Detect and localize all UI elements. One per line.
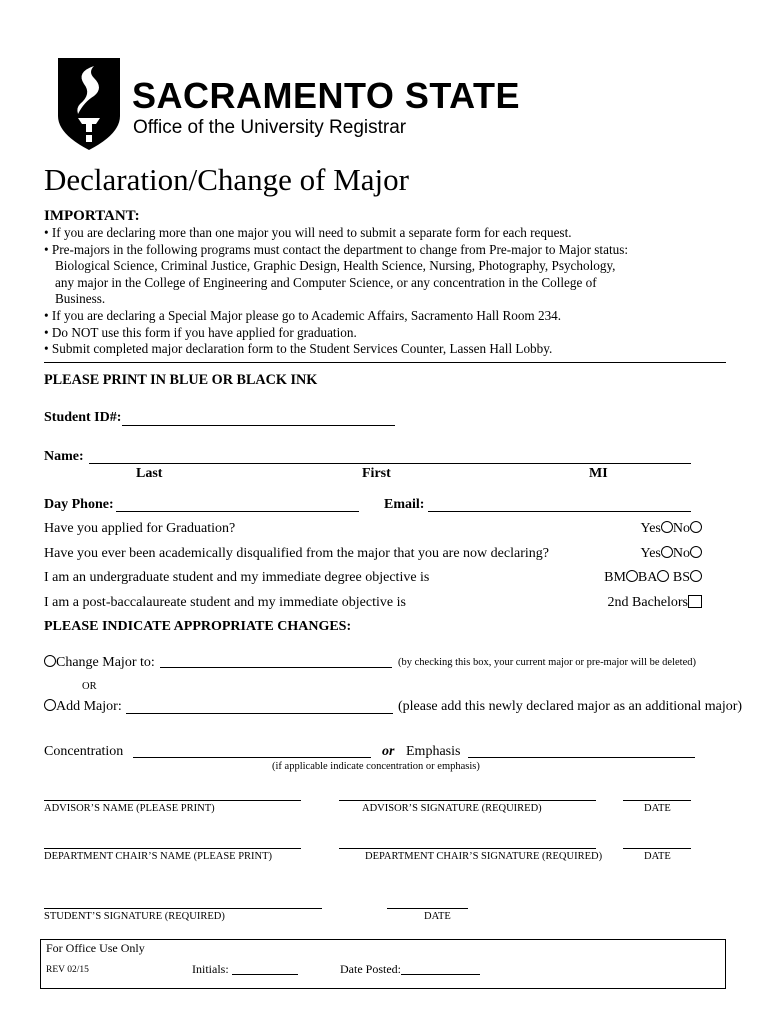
day-phone-label: Day Phone: <box>44 497 114 512</box>
advisor-name-field[interactable] <box>44 800 301 801</box>
bm-label: BM <box>604 570 626 585</box>
add-major-label: Add Major: <box>56 699 122 714</box>
name-mi-label: MI <box>589 466 608 481</box>
instructions-list <box>44 225 734 358</box>
name-field[interactable] <box>89 463 691 464</box>
name-label: Name: <box>44 449 84 464</box>
second-bachelors-option <box>608 595 702 611</box>
change-major-label: Change Major to: <box>56 655 155 670</box>
disqualified-yes-label: Yes <box>640 546 661 561</box>
postbacc-question: I am a post-baccalaureate student and my immediate objective is <box>44 595 406 610</box>
second-bachelors-checkbox[interactable] <box>688 595 702 608</box>
name-last-label: Last <box>136 466 163 481</box>
advisor-date-field[interactable] <box>623 800 691 801</box>
disqualified-no-radio[interactable] <box>690 546 702 558</box>
date-posted-label: Date Posted: <box>340 962 401 976</box>
initials-label: Initials: <box>192 962 229 976</box>
undergrad-question: I am an undergraduate student and my immediate degree objective is <box>44 570 430 585</box>
degree-options <box>604 570 702 586</box>
or-label: OR <box>82 681 97 692</box>
changes-heading: PLEASE INDICATE APPROPRIATE CHANGES: <box>44 619 352 634</box>
student-signature-label: STUDENT’S SIGNATURE (REQUIRED) <box>44 911 225 922</box>
ink-notice: PLEASE PRINT IN BLUE OR BLACK INK <box>44 372 318 388</box>
brand-name: SACRAMENTO STATE <box>132 75 521 116</box>
student-id-field[interactable] <box>122 425 395 426</box>
date-posted-field[interactable] <box>401 974 480 975</box>
chair-name-label: DEPARTMENT CHAIR’S NAME (PLEASE PRINT) <box>44 851 273 862</box>
email-field[interactable] <box>428 511 691 512</box>
student-signature-field[interactable] <box>44 908 322 909</box>
concentration-note: (if applicable indicate concentration or emphasis) <box>272 761 480 772</box>
section-divider <box>44 362 726 363</box>
advisor-date-label: DATE <box>644 803 671 814</box>
chair-name-field[interactable] <box>44 848 301 849</box>
disqualified-question: Have you ever been academically disqualified from the major that you are now declaring? <box>44 546 549 561</box>
instruction-item: • If you are declaring more than one major you will need to submit a separate form for each request. <box>44 225 572 240</box>
important-heading: IMPORTANT: <box>44 208 140 224</box>
revision-label: REV 02/15 <box>46 965 89 975</box>
bs-radio[interactable] <box>690 570 702 582</box>
add-major-note: (please add this newly declared major as an additional major) <box>398 699 743 714</box>
chair-signature-label: DEPARTMENT CHAIR’S SIGNATURE (REQUIRED) <box>365 851 603 862</box>
ba-label: BA <box>637 570 658 585</box>
graduation-question: Have you applied for Graduation? <box>44 521 236 536</box>
add-major-row <box>44 699 122 715</box>
chair-date-field[interactable] <box>623 848 691 849</box>
graduation-yes-radio[interactable] <box>661 521 673 533</box>
graduation-options <box>641 521 703 537</box>
instruction-item: any major in the College of Engineering and Computer Science, or any concentration in the College of <box>55 274 597 290</box>
advisor-signature-label: ADVISOR’S SIGNATURE (REQUIRED) <box>362 803 542 814</box>
emphasis-field[interactable] <box>468 757 695 758</box>
advisor-name-label: ADVISOR’S NAME (PLEASE PRINT) <box>44 803 215 814</box>
emphasis-label: Emphasis <box>406 744 461 759</box>
disqualified-no-label: No <box>672 546 690 561</box>
office-name: Office of the University Registrar <box>133 117 407 138</box>
student-date-label: DATE <box>424 911 451 922</box>
page-title: Declaration/Change of Major <box>44 162 409 197</box>
chair-date-label: DATE <box>644 851 671 862</box>
bs-label: BS <box>672 570 690 585</box>
add-major-field[interactable] <box>126 713 393 714</box>
advisor-signature-field[interactable] <box>339 800 596 801</box>
torch-s-logo-icon <box>54 54 124 154</box>
disqualified-options <box>641 546 703 562</box>
instruction-item: • If you are declaring a Special Major please go to Academic Affairs, Sacramento Hall Room 234. <box>44 307 562 323</box>
second-bachelors-label: 2nd Bachelors <box>607 595 688 610</box>
instruction-item: • Do NOT use this form if you have applied for graduation. <box>44 324 357 340</box>
instruction-item: • Pre-majors in the following programs must contact the department to change from Pre-major to Major status: <box>44 241 628 257</box>
instruction-item: Biological Science, Criminal Justice, Graphic Design, Health Science, Nursing, Photography, Psychology, <box>55 258 616 274</box>
office-use-heading: For Office Use Only <box>46 941 145 955</box>
chair-signature-field[interactable] <box>339 848 596 849</box>
concentration-field[interactable] <box>133 757 371 758</box>
change-major-row <box>44 655 155 671</box>
bm-radio[interactable] <box>626 570 638 582</box>
change-major-field[interactable] <box>160 667 392 668</box>
day-phone-field[interactable] <box>116 511 359 512</box>
student-id-label: Student ID#: <box>44 410 122 425</box>
concentration-label: Concentration <box>44 744 124 759</box>
graduation-yes-label: Yes <box>640 521 661 536</box>
instruction-item: • Submit completed major declaration form to the Student Services Counter, Lassen Hall Lobby. <box>44 341 553 357</box>
instruction-item: Business. <box>55 291 106 307</box>
email-label: Email: <box>384 497 425 512</box>
name-first-label: First <box>362 466 391 481</box>
student-date-field[interactable] <box>387 908 468 909</box>
change-major-note: (by checking this box, your current major or pre-major will be deleted) <box>398 657 696 668</box>
add-major-radio[interactable] <box>44 699 56 711</box>
graduation-no-label: No <box>672 521 690 536</box>
or-italic-label: or <box>382 744 395 759</box>
disqualified-yes-radio[interactable] <box>661 546 673 558</box>
change-major-radio[interactable] <box>44 655 56 667</box>
initials-field[interactable] <box>232 974 298 975</box>
ba-radio[interactable] <box>657 570 669 582</box>
graduation-no-radio[interactable] <box>690 521 702 533</box>
